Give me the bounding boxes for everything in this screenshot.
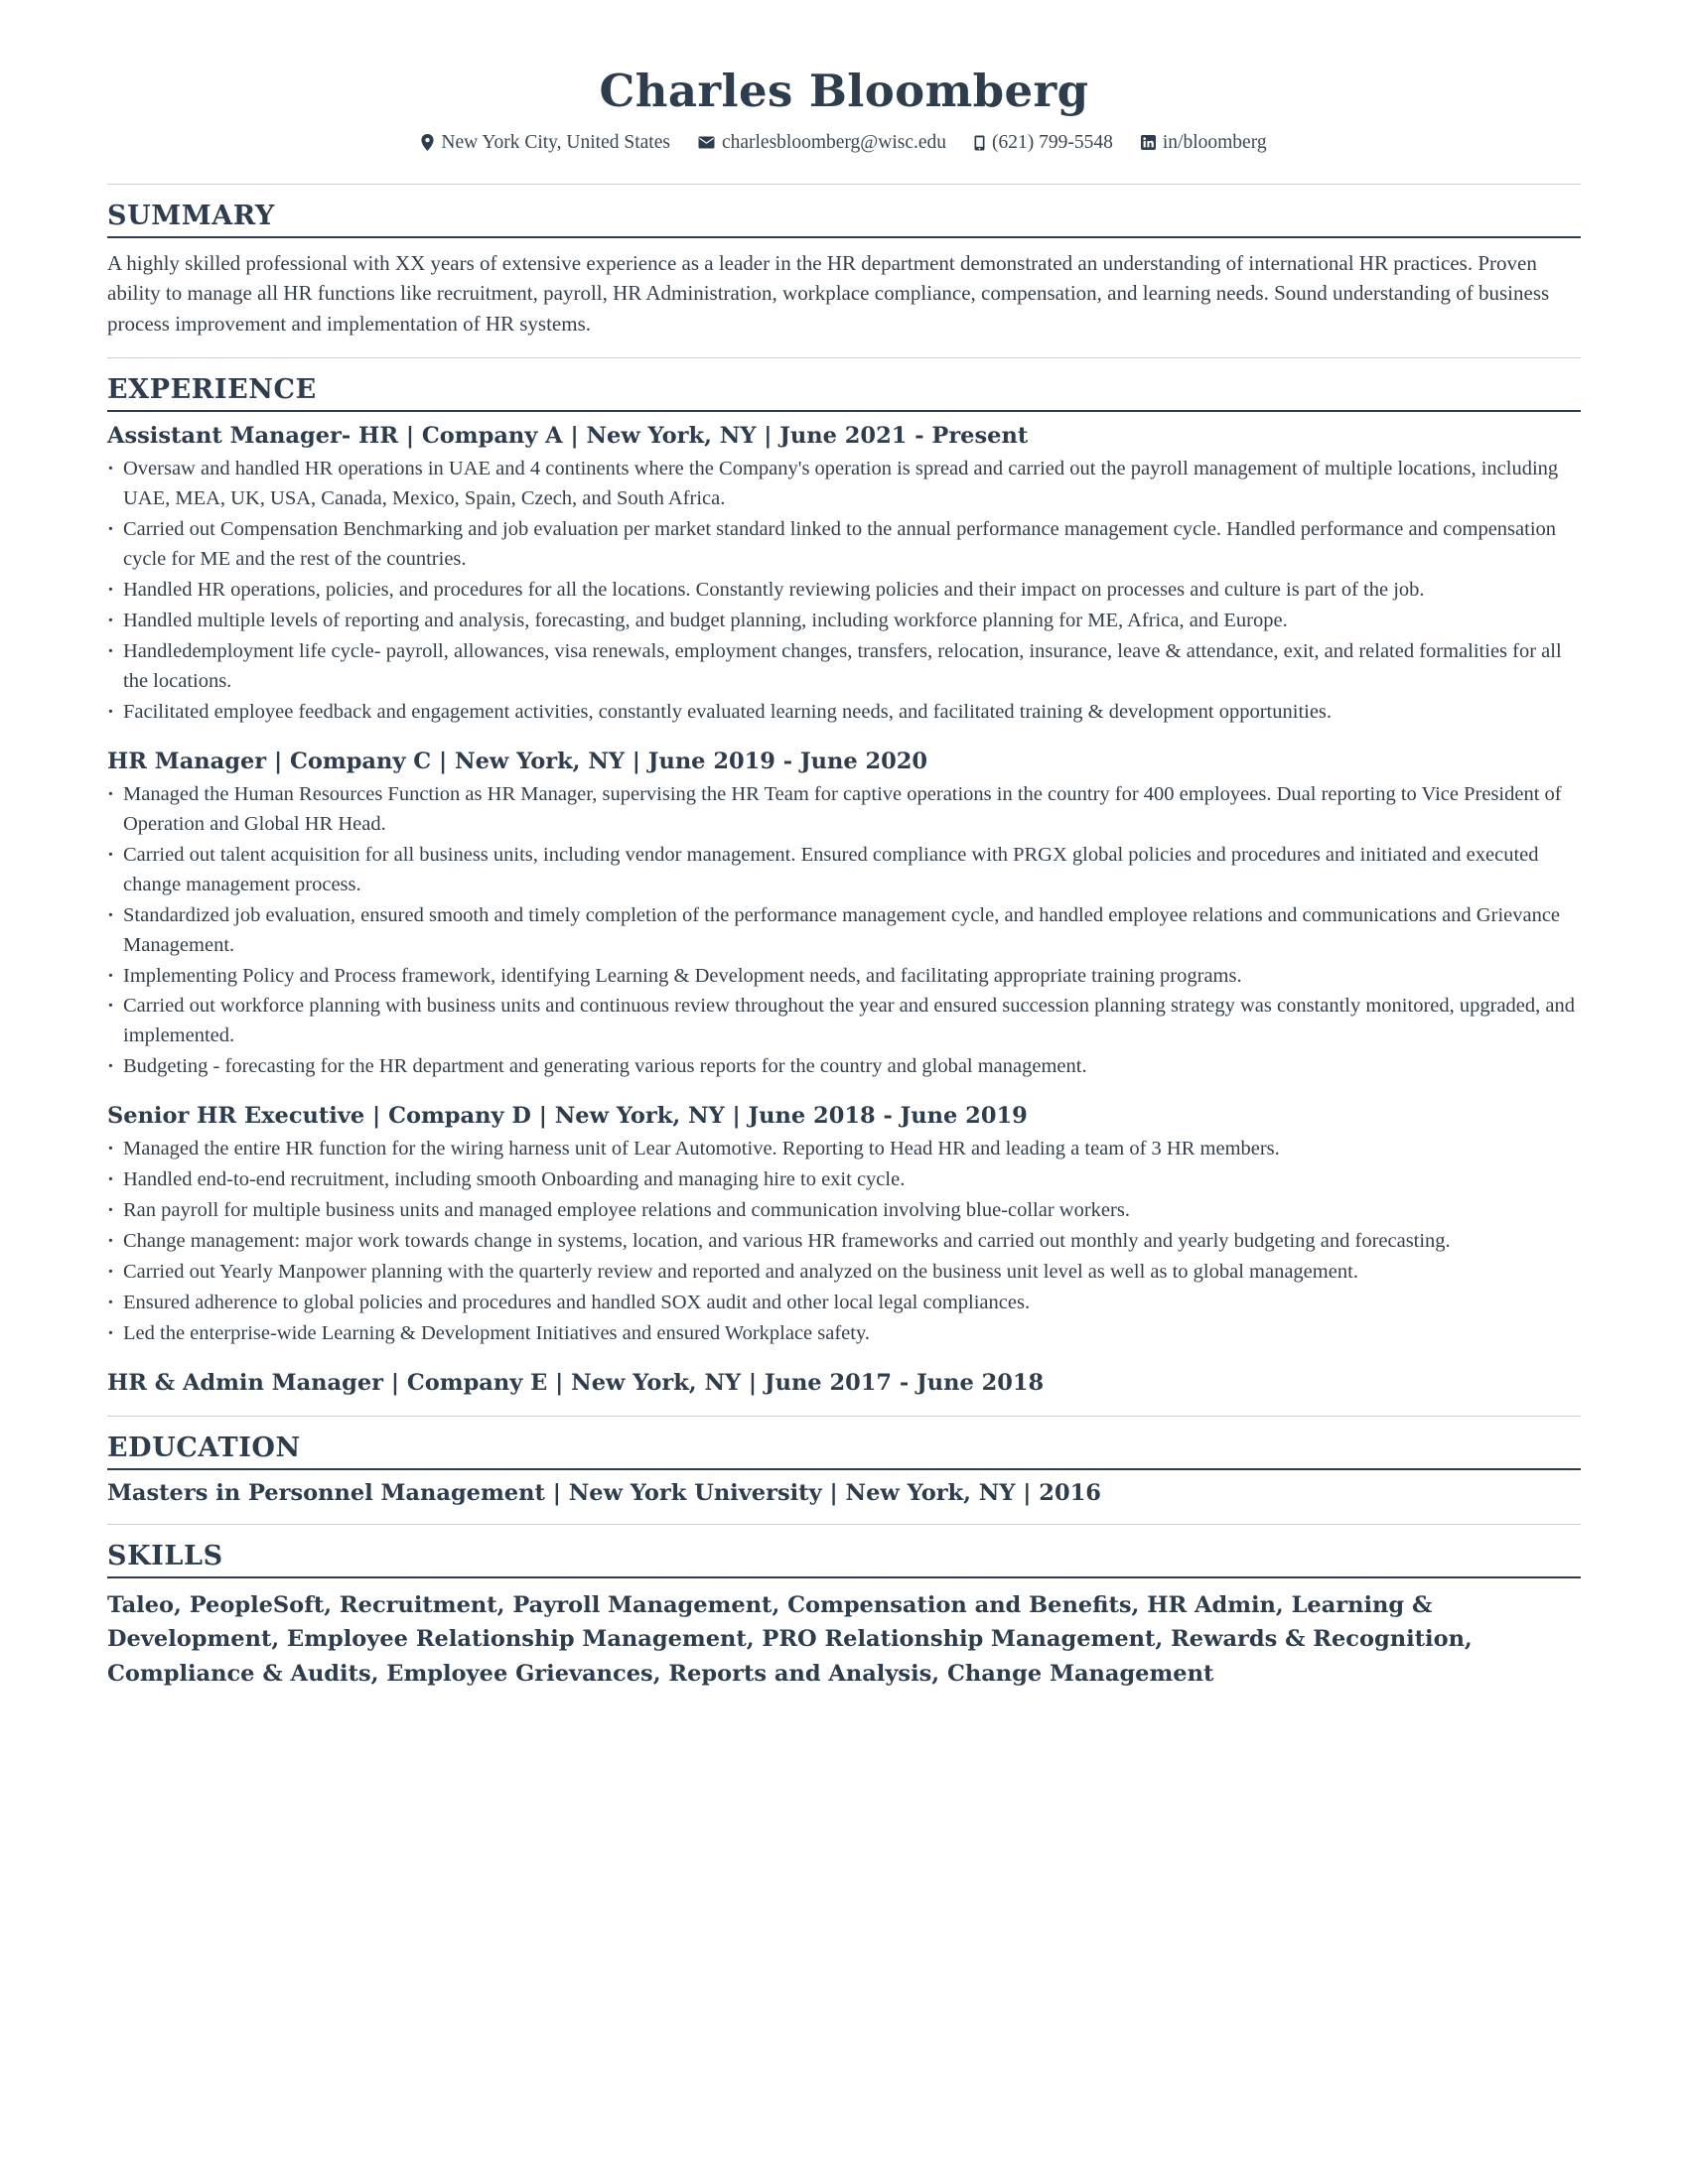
- section-title-skills: SKILLS: [107, 1541, 223, 1572]
- job-bullet: · Budgeting - forecasting for the HR department and generating various reports for the country and global management.: [107, 1052, 1581, 1082]
- job-bullet: · Carried out Compensation Benchmarking and job evaluation per market standard linked to the annual performance management cycle. Handled performance and compensation cycle for ME and the rest of the countries.: [107, 515, 1581, 575]
- skills-list: Taleo, PeopleSoft, Recruitment, Payroll Management, Compensation and Benefits, HR Admin, Learning & Development, Employee Relationship Management, PRO Relationship Management, Rewards & Recognition, Compliance & Audits, Employee Grievances, Reports and Analysis, Change Management: [107, 1592, 1473, 1687]
- section-summary: [107, 184, 1581, 341]
- contact-location: [421, 130, 670, 155]
- contact-row: [107, 130, 1581, 155]
- job-bullet: · Managed the Human Resources Function as HR Manager, supervising the HR Team for captive operations in the country for 400 employees. Dual reporting to Vice President of Operation and Global HR Head.: [107, 780, 1581, 840]
- section-education: [107, 1416, 1581, 1506]
- divider: [107, 1468, 1581, 1470]
- experience-item: [107, 1369, 1581, 1398]
- job-heading: Assistant Manager- HR | Company A | New York, NY | June 2021 - Present: [107, 423, 1029, 450]
- job-bullet: · Managed the entire HR function for the wiring harness unit of Lear Automotive. Reporting to Head HR and leading a team of 3 HR members.: [107, 1135, 1581, 1164]
- page-title: Charles Bloomberg: [599, 65, 1089, 117]
- contact-phone: [974, 130, 1113, 155]
- phone-icon: [974, 135, 985, 151]
- linkedin-icon: [1141, 135, 1156, 150]
- job-bullet: · Change management: major work towards change in systems, location, and various HR frameworks and carried out monthly and yearly budgeting and forecasting.: [107, 1227, 1581, 1257]
- job-bullet: · Carried out Yearly Manpower planning with the quarterly review and reported and analyzed on the business unit level as well as to global management.: [107, 1258, 1581, 1288]
- section-title-summary: SUMMARY: [107, 200, 275, 231]
- job-bullet: · Carried out talent acquisition for all business units, including vendor management. Ensured compliance with PRGX global policies and procedures and initiated and executed change management process.: [107, 841, 1581, 900]
- location-pin-icon: [421, 134, 434, 151]
- experience-item: [107, 422, 1581, 728]
- job-bullet: · Oversaw and handled HR operations in UAE and 4 continents where the Company's operation is spread and carried out the payroll management of multiple locations, including UAE, MEA, UK, USA, Canada, Mexico, Spain, Czech, and South Africa.: [107, 455, 1581, 514]
- envelope-icon: [698, 136, 715, 149]
- contact-location-text: New York City, United States: [441, 132, 670, 154]
- experience-item: [107, 748, 1581, 1082]
- contact-linkedin: [1141, 130, 1267, 155]
- contact-phone-text: (621) 799-5548: [992, 132, 1113, 154]
- job-heading: HR Manager | Company C | New York, NY | June 2019 - June 2020: [107, 748, 928, 774]
- job-bullet: · Facilitated employee feedback and engagement activities, constantly evaluated learning needs, and facilitated training & development opportunities.: [107, 698, 1581, 728]
- job-bullet: · Handledemployment life cycle- payroll, allowances, visa renewals, employment changes, transfers, relocation, insurance, leave & attendance, exit, and related formalities for all the locations.: [107, 637, 1581, 697]
- job-bullet: · Handled end-to-end recruitment, including smooth Onboarding and managing hire to exit cycle.: [107, 1165, 1581, 1195]
- job-bullet: · Led the enterprise-wide Learning & Development Initiatives and ensured Workplace safety.: [107, 1319, 1581, 1349]
- experience-item: [107, 1102, 1581, 1349]
- education-entry: Masters in Personnel Management | New York University | New York, NY | 2016: [107, 1480, 1101, 1507]
- job-bullet: · Ran payroll for multiple business units and managed employee relations and communication involving blue-collar workers.: [107, 1196, 1581, 1226]
- job-bullet: · Ensured adherence to global policies and procedures and handled SOX audit and other local legal compliances.: [107, 1289, 1581, 1318]
- job-bullet: · Implementing Policy and Process framework, identifying Learning & Development needs, and facilitating appropriate training programs.: [107, 962, 1581, 992]
- section-title-experience: EXPERIENCE: [107, 374, 317, 406]
- divider: [107, 1576, 1581, 1578]
- summary-text: A highly skilled professional with XX years of extensive experience as a leader in the HR department demonstrated an understanding of international HR practices. Proven ability to manage all HR functions like recruitment, payroll, HR Administration, workplace compliance, compensation, and learning needs. Sound understanding of business process improvement and implementation of HR systems.: [107, 250, 1550, 337]
- job-heading: Senior HR Executive | Company D | New York, NY | June 2018 - June 2019: [107, 1103, 1028, 1130]
- divider: [107, 236, 1581, 238]
- job-bullet: · Standardized job evaluation, ensured smooth and timely completion of the performance management cycle, and handled employee relations and communications and Grievance Management.: [107, 901, 1581, 961]
- job-bullet: · Handled HR operations, policies, and procedures for all the locations. Constantly reviewing policies and their impact on processes and culture is part of the job.: [107, 576, 1581, 606]
- section-experience: [107, 357, 1581, 1398]
- job-bullet: · Handled multiple levels of reporting and analysis, forecasting, and budget planning, including workforce planning for ME, Africa, and Europe.: [107, 607, 1581, 636]
- job-heading: HR & Admin Manager | Company E | New York, NY | June 2017 - June 2018: [107, 1369, 1045, 1396]
- section-title-education: EDUCATION: [107, 1433, 301, 1464]
- divider: [107, 410, 1581, 412]
- resume-header: [107, 65, 1581, 166]
- contact-email-text: charlesbloomberg@wisc.edu: [721, 132, 947, 154]
- contact-linkedin-text: in/bloomberg: [1162, 132, 1267, 154]
- job-bullet: · Carried out workforce planning with business units and continuous review throughout the year and ensured succession planning strategy was constantly monitored, upgraded, and implemented.: [107, 992, 1581, 1051]
- contact-email: [698, 130, 946, 155]
- section-skills: [107, 1524, 1581, 1691]
